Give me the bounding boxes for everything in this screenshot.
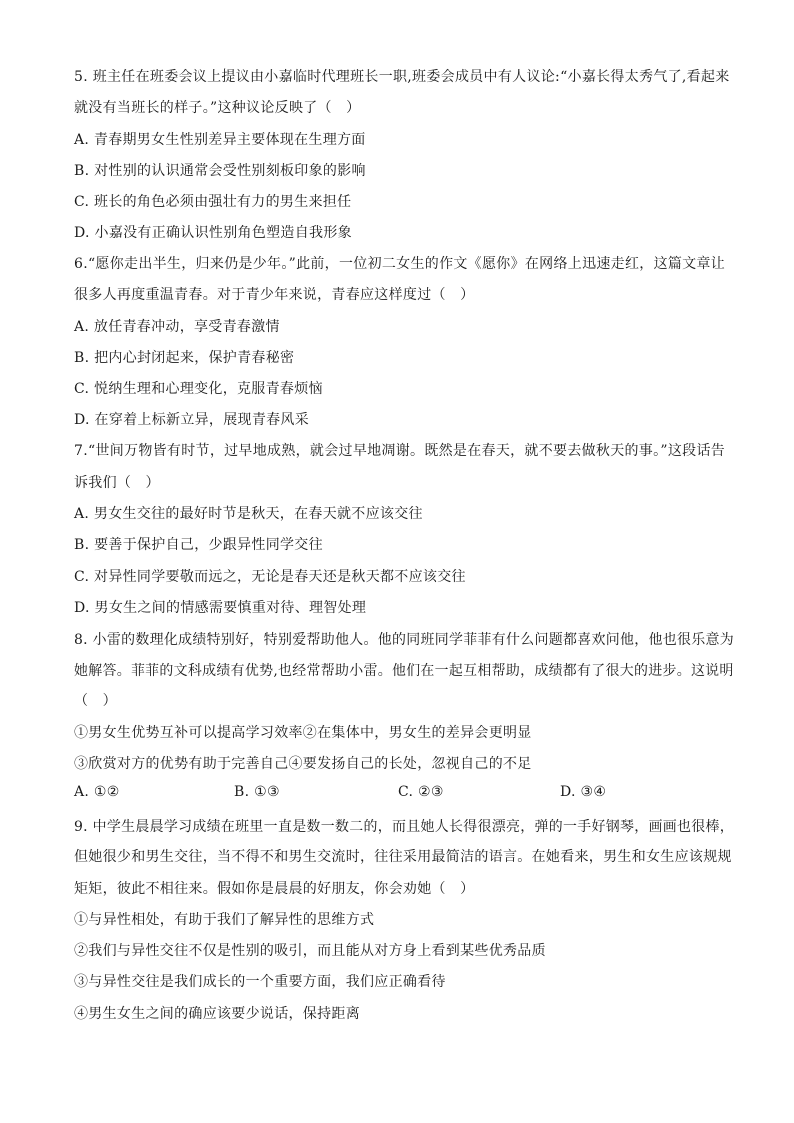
q5-option-d: D. 小嘉没有正确认识性别角色塑造自我形象 xyxy=(74,225,352,241)
q6-option-a: A. 放任青春冲动，享受青春激情 xyxy=(74,319,280,335)
q6-option-b: B. 把内心封闭起来，保护青春秘密 xyxy=(74,350,295,366)
q9-statement-2: ②我们与异性交往不仅是性别的吸引，而且能从对方身上看到某些优秀品质 xyxy=(74,943,546,959)
q9-statement-4: ④男生女生之间的确应该要少说话，保持距离 xyxy=(74,1006,360,1022)
q7-option-d: D. 男女生之间的情感需要慎重对待、理智处理 xyxy=(74,600,367,616)
q7-stem-line-1: 7.“世间万物皆有时节，过早地成熟，就会过早地凋谢。既然是在春天，就不要去做秋天的事。”这段话告 xyxy=(74,443,726,459)
q9-statement-3: ③与异性交往是我们成长的一个重要方面，我们应正确看待 xyxy=(74,974,446,990)
q8-statement-1: ①男女生优势互补可以提高学习效率②在集体中，男女生的差异会更明显 xyxy=(74,725,532,741)
q6-stem-line-2: 很多人再度重温青春。对于青少年来说，青春应这样度过（ ） xyxy=(74,287,475,303)
q6-option-c: C. 悦纳生理和心理变化，克服青春烦恼 xyxy=(74,381,323,397)
q6-stem-line-1: 6.“愿你走出半生，归来仍是少年。”此前，一位初二女生的作文《愿你》在网络上迅速走红，这篇文章让 xyxy=(74,256,726,272)
q8-stem-line-1: 8. 小雷的数理化成绩特别好，特别爱帮助他人。他的同班同学菲菲有什么问题都喜欢问他，他也很乐意为 xyxy=(74,632,735,648)
q7-stem-line-2: 诉我们（ ） xyxy=(74,475,160,491)
q8-choice-d: D. ③④ xyxy=(560,784,607,800)
q7-option-a: A. 男女生交往的最好时节是秋天，在春天就不应该交往 xyxy=(74,506,423,522)
q8-choices xyxy=(74,784,734,804)
q8-choice-b: B. ①③ xyxy=(234,784,280,800)
q9-stem-line-1: 9. 中学生晨晨学习成绩在班里一直是数一数二的，而且她人长得很漂亮，弹的一手好钢琴，画画也很棒， xyxy=(74,819,735,835)
q5-option-a: A. 青春期男女生性别差异主要体现在生理方面 xyxy=(74,132,366,148)
q5-option-b: B. 对性别的认识通常会受性别刻板印象的影响 xyxy=(74,163,366,179)
q5-option-c: C. 班长的角色必须由强壮有力的男生来担任 xyxy=(74,194,352,210)
q7-option-c: C. 对异性同学要敬而远之，无论是春天还是秋天都不应该交往 xyxy=(74,569,466,585)
q8-statement-2: ③欣赏对方的优势有助于完善自己④要发扬自己的长处，忽视自己的不足 xyxy=(74,756,532,772)
q6-option-d: D. 在穿着上标新立异，展现青春风采 xyxy=(74,412,310,428)
q8-choice-a: A. ①② xyxy=(74,784,120,800)
q9-stem-line-2: 但她很少和男生交往，当不得不和男生交流时，往往采用最简洁的语言。在她看来，男生和女生应该规规 xyxy=(74,849,732,865)
q9-stem-line-3: 矩矩，彼此不相往来。假如你是晨晨的好朋友，你会劝她（ ） xyxy=(74,881,475,897)
q8-stem-line-2: 她解答。菲菲的文科成绩有优势,也经常帮助小雷。他们在一起互相帮助，成绩都有了很大的进步。这说明 xyxy=(74,663,734,679)
q5-stem-line-2: 就没有当班长的样子。”这种议论反映了（ ） xyxy=(74,100,361,116)
q9-statement-1: ①与异性相处，有助于我们了解异性的思维方式 xyxy=(74,912,375,928)
q5-stem-line-1: 5. 班主任在班委会议上提议由小嘉临时代理班长一职,班委会成员中有人议论:“小嘉长得太秀气了,看起来 xyxy=(74,69,730,85)
q7-option-b: B. 要善于保护自己，少跟异性同学交往 xyxy=(74,537,323,553)
q8-stem-line-3: （ ） xyxy=(74,693,117,709)
q8-choice-c: C. ②③ xyxy=(398,784,444,800)
